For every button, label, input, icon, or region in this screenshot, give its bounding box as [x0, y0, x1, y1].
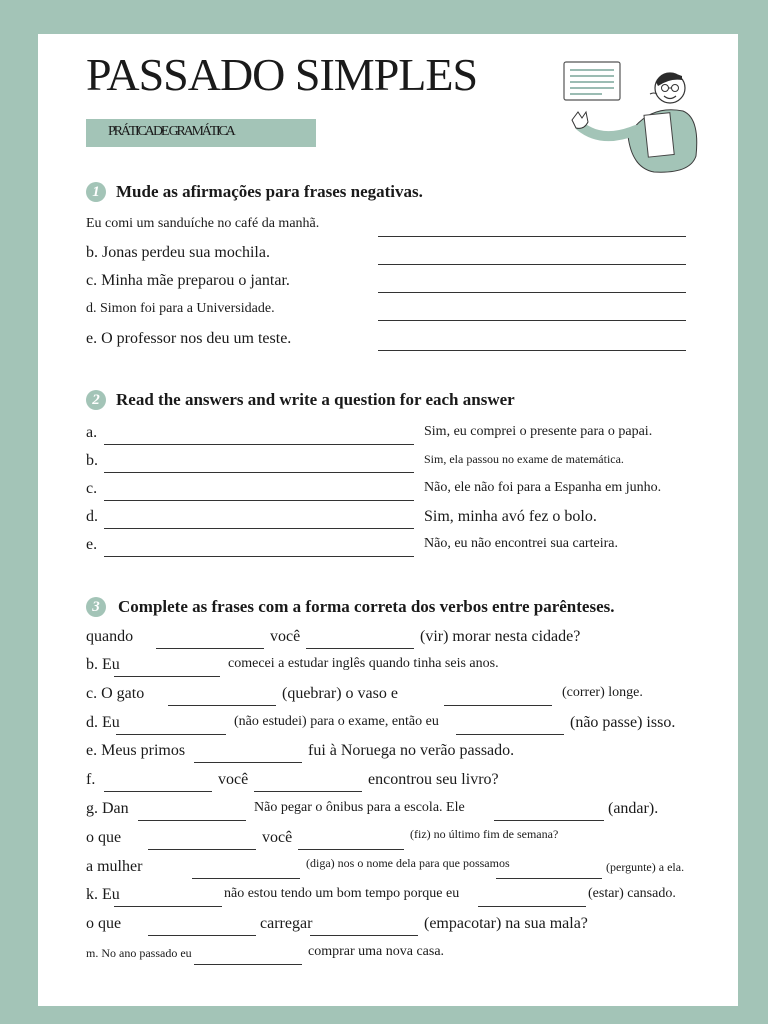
item-letter: e.	[86, 536, 98, 553]
sentence: c. Minha mãe preparou o jantar.	[86, 272, 290, 289]
section-2-number: 2	[86, 390, 106, 410]
worksheet-page	[38, 34, 738, 1006]
item-letter: c.	[86, 480, 98, 497]
subtitle-bar	[86, 119, 316, 147]
blank[interactable]	[148, 849, 256, 850]
text: (diga) nos o nome dela para que possamos	[306, 856, 510, 870]
blank[interactable]	[444, 705, 552, 706]
blank[interactable]	[494, 820, 604, 821]
exercise-2c	[86, 480, 738, 508]
exercise-3e	[86, 742, 738, 770]
question-line[interactable]	[104, 472, 414, 473]
text: c. O gato	[86, 685, 145, 702]
exercise-1a	[86, 216, 738, 244]
text: (não passe) isso.	[570, 714, 676, 731]
exercise-3d	[86, 714, 738, 742]
text: (estar) cansado.	[588, 886, 676, 901]
section-1-title: Mude as afirmações para frases negativas.	[116, 182, 423, 201]
item-letter: a.	[86, 424, 98, 441]
text: encontrou seu livro?	[368, 771, 499, 788]
section-1-header	[86, 182, 423, 202]
answer-text: Não, ele não foi para a Espanha em junho.	[424, 480, 662, 495]
text: f.	[86, 771, 96, 788]
answer-text: Sim, eu comprei o presente para o papai.	[424, 424, 653, 439]
text: não estou tendo um bom tempo porque eu	[224, 886, 460, 901]
teacher-illustration	[558, 56, 703, 176]
text: (vir) morar nesta cidade?	[420, 628, 581, 645]
text: (fiz) no último fim de semana?	[410, 827, 559, 841]
question-line[interactable]	[104, 500, 414, 501]
sentence: Eu comi um sanduíche no café da manhã.	[86, 216, 320, 231]
blank[interactable]	[194, 964, 302, 965]
blank[interactable]	[192, 878, 300, 879]
section-2-title: Read the answers and write a question for each answer	[116, 390, 515, 409]
exercise-2a	[86, 424, 738, 452]
blank[interactable]	[114, 906, 222, 907]
exercise-3k	[86, 886, 738, 914]
text: d. Eu	[86, 714, 120, 731]
blank[interactable]	[478, 906, 586, 907]
exercise-2e	[86, 536, 738, 564]
question-line[interactable]	[104, 444, 414, 445]
text: m. No ano passado eu	[86, 946, 192, 960]
text: comecei a estudar inglês quando tinha seis anos.	[228, 656, 499, 671]
page-title: PASSADO SIMPLES	[86, 49, 478, 100]
section-3-header	[86, 597, 615, 617]
exercise-2b	[86, 452, 738, 480]
exercise-1b	[86, 244, 738, 272]
text: (não estudei) para o exame, então eu	[234, 714, 439, 729]
exercise-3b	[86, 656, 738, 684]
blank[interactable]	[156, 648, 264, 649]
sentence: b. Jonas perdeu sua mochila.	[86, 244, 270, 261]
text: você	[262, 829, 293, 846]
blank[interactable]	[104, 791, 212, 792]
text: você	[218, 771, 249, 788]
sentence: e. O professor nos deu um teste.	[86, 330, 292, 347]
answer-line[interactable]	[378, 264, 686, 265]
text: (correr) longe.	[562, 685, 643, 700]
section-2-header	[86, 390, 515, 410]
section-3-title: Complete as frases com a forma correta dos verbos entre parênteses.	[118, 597, 615, 616]
text: carregar	[260, 915, 313, 932]
blank[interactable]	[138, 820, 246, 821]
exercise-3g	[86, 800, 738, 828]
text: (quebrar) o vaso e	[282, 685, 398, 702]
blank[interactable]	[194, 762, 302, 763]
exercise-1c	[86, 272, 738, 300]
exercise-3a	[86, 628, 738, 656]
question-line[interactable]	[104, 528, 414, 529]
blank[interactable]	[116, 734, 226, 735]
answer-line[interactable]	[378, 350, 686, 351]
item-letter: b.	[86, 452, 98, 469]
blank[interactable]	[168, 705, 276, 706]
text: (andar).	[608, 800, 659, 817]
blank[interactable]	[254, 791, 362, 792]
text: a mulher	[86, 858, 143, 875]
answer-line[interactable]	[378, 320, 686, 321]
item-letter: d.	[86, 508, 98, 525]
section-1-number: 1	[86, 182, 106, 202]
text: e. Meus primos	[86, 742, 186, 759]
text: k. Eu	[86, 886, 120, 903]
exercise-3i	[86, 858, 738, 886]
exercise-1e	[86, 330, 738, 358]
exercise-3c	[86, 685, 738, 713]
text: o que	[86, 915, 122, 932]
blank[interactable]	[496, 878, 602, 879]
answer-line[interactable]	[378, 292, 686, 293]
blank[interactable]	[114, 676, 220, 677]
exercise-3f	[86, 771, 738, 799]
answer-text: Sim, minha avó fez o bolo.	[424, 508, 597, 525]
question-line[interactable]	[104, 556, 414, 557]
answer-line[interactable]	[378, 236, 686, 237]
text: b. Eu	[86, 656, 120, 673]
answer-text: Sim, ela passou no exame de matemática.	[424, 452, 624, 466]
sentence: d. Simon foi para a Universidade.	[86, 301, 275, 316]
exercise-3m	[86, 944, 738, 972]
blank[interactable]	[298, 849, 404, 850]
section-3-number: 3	[86, 597, 106, 617]
text: quando	[86, 628, 134, 645]
text: o que	[86, 829, 122, 846]
exercise-3h	[86, 829, 738, 857]
exercise-3l	[86, 915, 738, 943]
exercise-1d	[86, 301, 738, 329]
blank[interactable]	[148, 935, 256, 936]
blank[interactable]	[310, 935, 418, 936]
exercise-2d	[86, 508, 738, 536]
text: g. Dan	[86, 800, 129, 817]
blank[interactable]	[456, 734, 564, 735]
text: você	[270, 628, 301, 645]
text: comprar uma nova casa.	[308, 944, 445, 959]
text: Não pegar o ônibus para a escola. Ele	[254, 800, 465, 815]
text: (pergunte) a ela.	[606, 860, 685, 874]
blank[interactable]	[306, 648, 414, 649]
page-subtitle: PRÁTICA DE GRAMÁTICA	[108, 124, 234, 139]
text: fui à Noruega no verão passado.	[308, 742, 515, 759]
text: (empacotar) na sua mala?	[424, 915, 588, 932]
answer-text: Não, eu não encontrei sua carteira.	[424, 536, 618, 551]
